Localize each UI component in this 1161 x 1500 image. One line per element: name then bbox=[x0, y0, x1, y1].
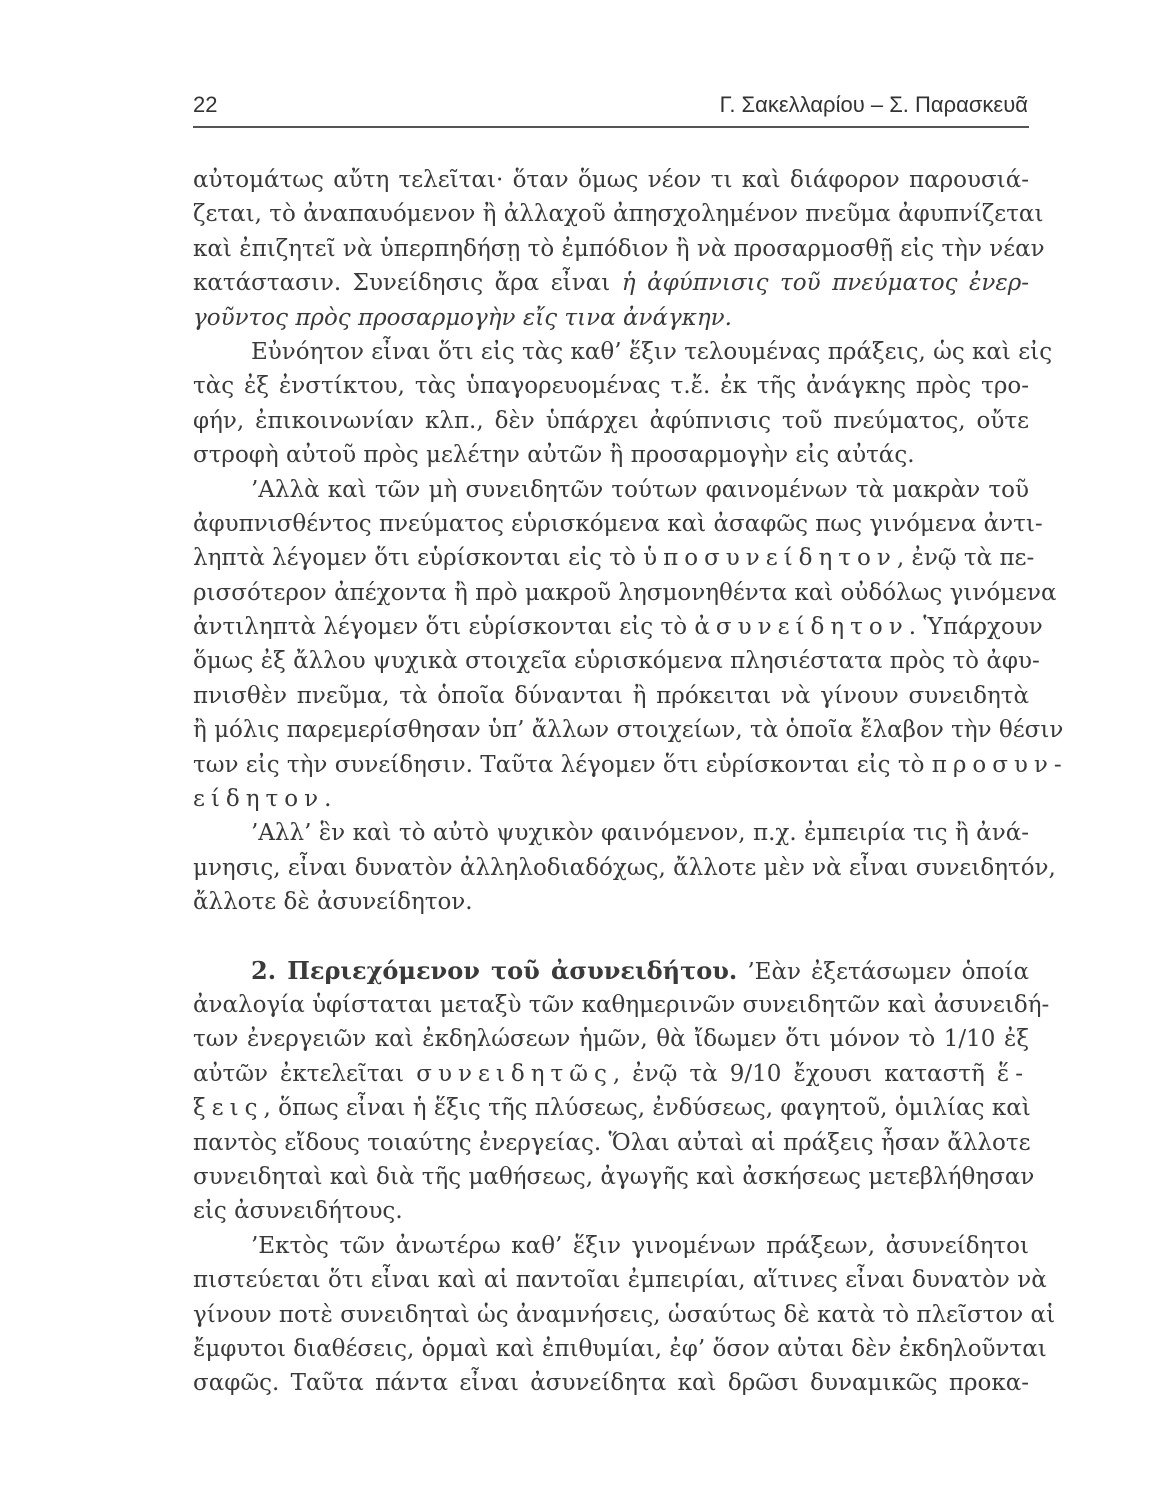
text-line bbox=[193, 541, 1035, 575]
text-line bbox=[193, 748, 1068, 782]
text-line bbox=[193, 610, 1043, 644]
text-line bbox=[193, 1229, 1029, 1263]
text-segment: των εἰς τὴν συνείδησιν. Ταῦτα λέγομεν ὅτι εὑρίσκονται εἰς τὸ bbox=[193, 751, 932, 778]
text-segment: εἰς ἀσυνειδήτους. bbox=[193, 1198, 403, 1225]
text-segment: αὐτῶν ἐκτελεῖται bbox=[193, 1060, 417, 1087]
text-segment: πνισθὲν πνεῦμα, τὰ ὁποῖα δύνανται ἢ πρόκειται νὰ γίνουν συνειδητὰ bbox=[193, 682, 1029, 709]
text-segment: τὰς ἐξ ἐνστίκτου, τὰς ὑπαγορευομένας τ.ἔ. ἐκ τῆς ἀνάγκης πρὸς τρο- bbox=[193, 373, 1029, 400]
text-segment: ’Αλλ’ ἓν καὶ τὸ αὐτὸ ψυχικὸν φαινόμενον, π.χ. ἐμπειρία τις ἢ ἀνά- bbox=[251, 820, 1029, 847]
body-text bbox=[193, 163, 1068, 1401]
text-segment: Εὐνόητον εἶναι ὅτι εἰς τὰς καθ’ ἕξιν τελουμένας πράξεις, ὡς καὶ εἰς bbox=[251, 338, 1053, 365]
text-segment: ὅμως ἐξ ἄλλου ψυχικὰ στοιχεῖα εὑρισκόμενα πλησιέστατα πρὸς τὸ ἀφυ- bbox=[193, 648, 1040, 675]
emphasis-text: γοῦντος πρὸς προσαρμογὴν εἴς τινα ἀνάγκην. bbox=[193, 304, 732, 331]
spaced-term: ἕ- bbox=[996, 1060, 1029, 1087]
text-segment: στροφὴ αὐτοῦ πρὸς μελέτην αὐτῶν ἢ προσαρμογὴν εἰς αὐτάς. bbox=[193, 442, 915, 469]
text-segment: παντὸς εἴδους τοιαύτης ἐνεργείας. Ὅλαι αὐταὶ αἱ πράξεις ἦσαν ἄλλοτε bbox=[193, 1129, 1031, 1156]
emphasis-text: ἡ ἀφύπνισις τοῦ πνεύματος ἐνερ- bbox=[621, 270, 1029, 297]
text-line bbox=[193, 507, 1043, 541]
text-line bbox=[193, 988, 1050, 1022]
page-header bbox=[193, 92, 1028, 122]
text-segment: , ὅπως εἶναι ἡ ἕξις τῆς πλύσεως, ἐνδύσεως, φαγητοῦ, ὁμιλίας καὶ bbox=[263, 1095, 1031, 1122]
text-segment: ’Εὰν ἐξετάσωμεν ὁποία bbox=[737, 958, 1030, 985]
text-segment: ἀφυπνισθέντος πνεύματος εὑρισκόμενα καὶ ἀσαφῶς πως γινόμενα ἀντι- bbox=[193, 510, 1043, 537]
text-line bbox=[193, 851, 1056, 885]
spaced-term: είδητον. bbox=[193, 786, 338, 813]
spaced-term: προσυν- bbox=[931, 751, 1068, 778]
text-line bbox=[193, 1332, 1047, 1366]
page-number: 22 bbox=[193, 92, 218, 117]
text-line bbox=[193, 1126, 1029, 1160]
text-line bbox=[193, 266, 1029, 300]
text-line bbox=[193, 1263, 1047, 1297]
text-line bbox=[193, 576, 1057, 610]
text-line bbox=[193, 713, 1064, 747]
text-segment: ’Εκτὸς τῶν ἀνωτέρω καθ’ ἕξιν γινομένων πράξεων, ἀσυνείδητοι bbox=[251, 1232, 1029, 1259]
spaced-term: ξεις bbox=[193, 1095, 264, 1122]
text-line bbox=[193, 369, 1029, 403]
text-line bbox=[193, 1057, 1029, 1091]
text-line bbox=[193, 404, 1029, 438]
spaced-term: ἀσυνείδητον bbox=[694, 614, 909, 641]
text-line bbox=[193, 679, 1029, 713]
text-line bbox=[193, 438, 1029, 472]
spaced-term: ὑποσυνείδητον bbox=[643, 545, 897, 572]
text-segment: φήν, ἐπικοινωνίαν κλπ., δὲν ὑπάρχει ἀφύπνισις τοῦ πνεύματος, οὔτε bbox=[193, 407, 1029, 434]
text-segment: ζεται, τὸ ἀναπαυόμενον ἢ ἀλλαχοῦ ἀπησχολημένον πνεῦμα ἀφυπνίζεται bbox=[193, 201, 1044, 228]
running-title: Γ. Σακελλαρίου – Σ. Παρασκευᾶ bbox=[719, 92, 1028, 117]
text-segment: ἢ μόλις παρεμερίσθησαν ὑπ’ ἄλλων στοιχείων, τὰ ὁποῖα ἔλαβον τὴν θέσιν bbox=[193, 717, 1064, 744]
text-segment: . Ὑπάρχουν bbox=[908, 614, 1043, 641]
text-line bbox=[193, 782, 1029, 816]
section-heading: 2. Περιεχόμενον τοῦ ἀσυνειδήτου. bbox=[251, 955, 738, 985]
text-segment: , ἐνῷ τὰ πε- bbox=[896, 545, 1035, 572]
text-line bbox=[193, 301, 1029, 335]
text-segment: ρισσότερον ἀπέχοντα ἢ πρὸ μακροῦ λησμονηθέντα καὶ οὐδόλως γινόμενα bbox=[193, 579, 1057, 606]
text-segment: μνησις, εἶναι δυνατὸν ἀλληλοδιαδόχως, ἄλλοτε μὲν νὰ εἶναι συνειδητόν, bbox=[193, 854, 1056, 881]
text-segment: ληπτὰ λέγομεν ὅτι εὑρίσκονται εἰς τὸ bbox=[193, 545, 644, 572]
text-segment: κατάστασιν. Συνείδησις ἄρα εἶναι bbox=[193, 270, 622, 297]
text-line bbox=[193, 1091, 1029, 1125]
text-segment: ’Αλλὰ καὶ τῶν μὴ συνειδητῶν τούτων φαινομένων τὰ μακρὰν τοῦ bbox=[251, 476, 1029, 503]
text-line bbox=[193, 197, 1044, 231]
text-segment: ἀντιληπτὰ λέγομεν ὅτι εὑρίσκονται εἰς τὸ bbox=[193, 614, 695, 641]
text-segment: αὐτομάτως αὔτη τελεῖται· ὅταν ὅμως νέον τι καὶ διάφορον παρουσιά- bbox=[193, 167, 1029, 193]
text-segment: ἄλλοτε δὲ ἀσυνείδητον. bbox=[193, 889, 473, 916]
text-line bbox=[193, 1194, 1029, 1228]
text-line bbox=[193, 473, 1029, 507]
text-line bbox=[193, 816, 1029, 850]
text-segment: συνειδηταὶ καὶ διὰ τῆς μαθήσεως, ἀγωγῆς καὶ ἀσκήσεως μετεβλήθησαν bbox=[193, 1163, 1035, 1190]
text-line bbox=[193, 1298, 1056, 1332]
text-line bbox=[193, 232, 1045, 266]
text-line bbox=[193, 644, 1040, 678]
text-segment: πιστεύεται ὅτι εἶναι καὶ αἱ παντοῖαι ἐμπειρίαι, αἵτινες εἶναι δυνατὸν νὰ bbox=[193, 1267, 1047, 1294]
text-line bbox=[193, 163, 1029, 197]
text-line bbox=[193, 885, 1029, 919]
text-segment: των ἐνεργειῶν καὶ ἐκδηλώσεων ἡμῶν, θὰ ἴδωμεν ὅτι μόνον τὸ 1/10 ἐξ bbox=[193, 1026, 1029, 1053]
spaced-term: συνειδητῶς bbox=[416, 1060, 613, 1087]
text-line bbox=[193, 1160, 1035, 1194]
header-rule bbox=[193, 126, 1029, 128]
text-line bbox=[193, 335, 1053, 369]
text-segment: ἀναλογία ὑφίσταται μεταξὺ τῶν καθημερινῶν συνειδητῶν καὶ ἀσυνειδή- bbox=[193, 991, 1050, 1018]
text-segment: ἔμφυτοι διαθέσεις, ὁρμαὶ καὶ ἐπιθυμίαι, ἐφ’ ὅσον αὐται δὲν ἐκδηλοῦνται bbox=[193, 1335, 1047, 1362]
text-segment: καὶ ἐπιζητεῖ νὰ ὑπερπηδήσῃ τὸ ἐμπόδιον ἢ νὰ προσαρμοσθῇ εἰς τὴν νέαν bbox=[193, 235, 1045, 262]
text-line bbox=[193, 1366, 1029, 1400]
text-segment: σαφῶς. Ταῦτα πάντα εἶναι ἀσυνείδητα καὶ δρῶσι δυναμικῶς προκα- bbox=[193, 1370, 1029, 1397]
text-segment: , ἐνῷ τὰ 9/10 ἔχουσι καταστῆ bbox=[612, 1060, 997, 1087]
text-segment: γίνουν ποτὲ συνειδηταὶ ὡς ἀναμνήσεις, ὡσαύτως δὲ κατὰ τὸ πλεῖστον αἱ bbox=[193, 1301, 1056, 1328]
section-heading-line bbox=[193, 954, 1029, 988]
text-line bbox=[193, 1022, 1029, 1056]
